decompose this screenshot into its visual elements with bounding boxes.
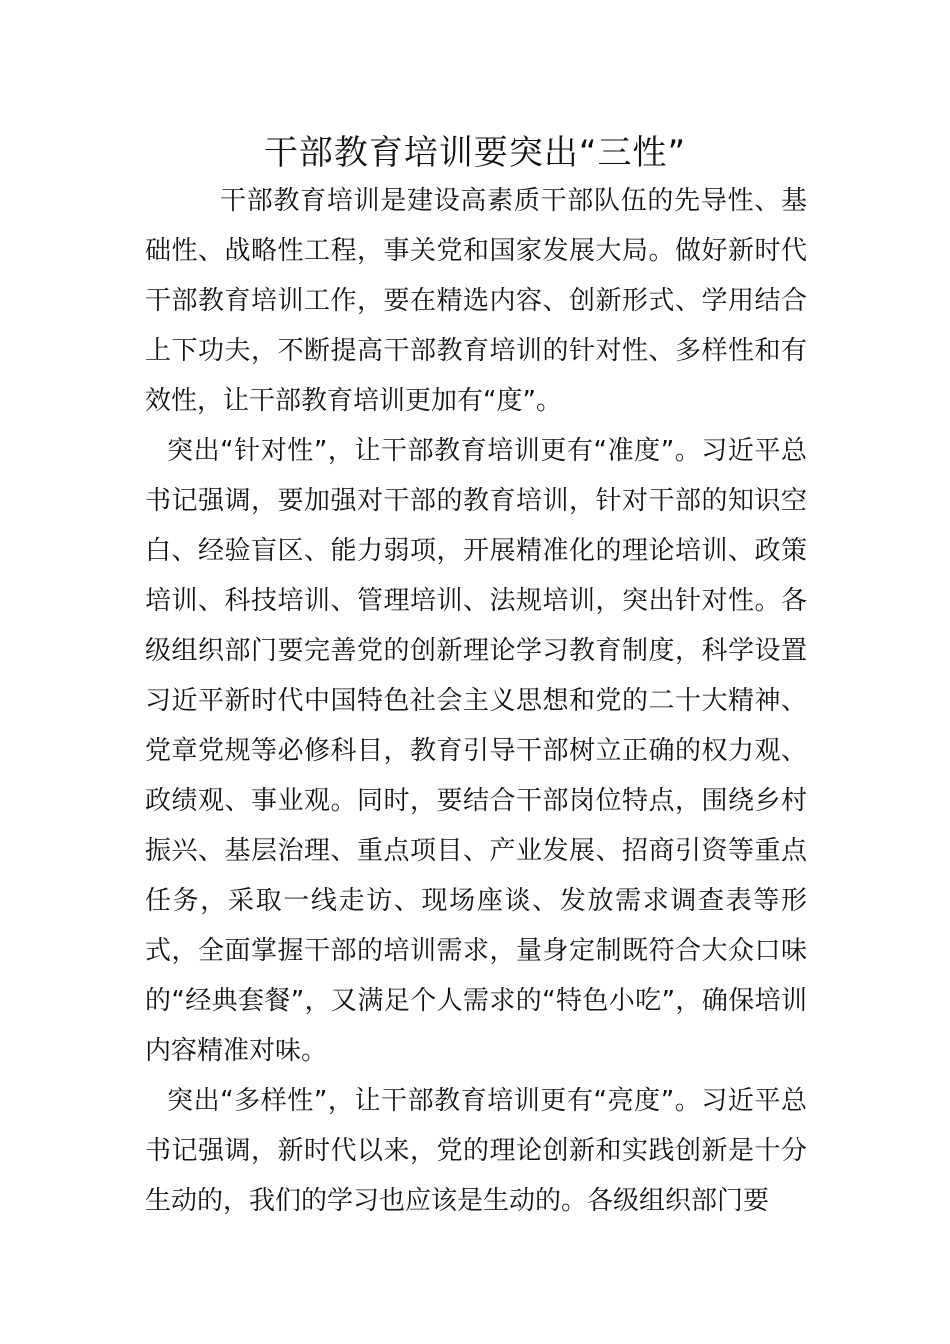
paragraph-diverse: 突出“多样性”，让干部教育培训更有“亮度”。习近平总书记强调，新时代以来，党的理论创新和实践创新是十分生动的，我们的学习也应该是生动的。各级组织部门要 — [145, 1086, 807, 1216]
paragraph-targeted: 突出“针对性”，让干部教育培训更有“准度”。习近平总书记强调，要加强对干部的教育培训，针对干部的知识空白、经验盲区、能力弱项，开展精准化的理论培训、政策培训、科技培训、管理培训、法规培训，突出针对性。各级组织部门要完善党的创新理论学习教育制度，科学设置习近平新时代中国特色社会主义思想和党的二十大精神、党章党规等必修科目，教育引导干部树立正确的权力观、政绩观、事业观。同时，要结合干部岗位特点，围绕乡村振兴、基层治理、重点项目、产业发展、招商引资等重点任务，采取一线走访、现场座谈、发放需求调查表等形式，全面掌握干部的培训需求，量身定制既符合大众口味的“经典套餐”，又满足个人需求的“特色小吃”，确保培训内容精准对味。 — [145, 436, 807, 1066]
document-body — [145, 176, 807, 1226]
paragraph-intro: 干部教育培训是建设高素质干部队伍的先导性、基础性、战略性工程，事关党和国家发展大局。做好新时代干部教育培训工作，要在精选内容、创新形式、学用结合上下功夫，不断提高干部教育培训的针对性、多样性和有效性，让干部教育培训更加有“度”。 — [145, 186, 807, 416]
document-title: 干部教育培训要突出“三性” — [263, 133, 687, 173]
